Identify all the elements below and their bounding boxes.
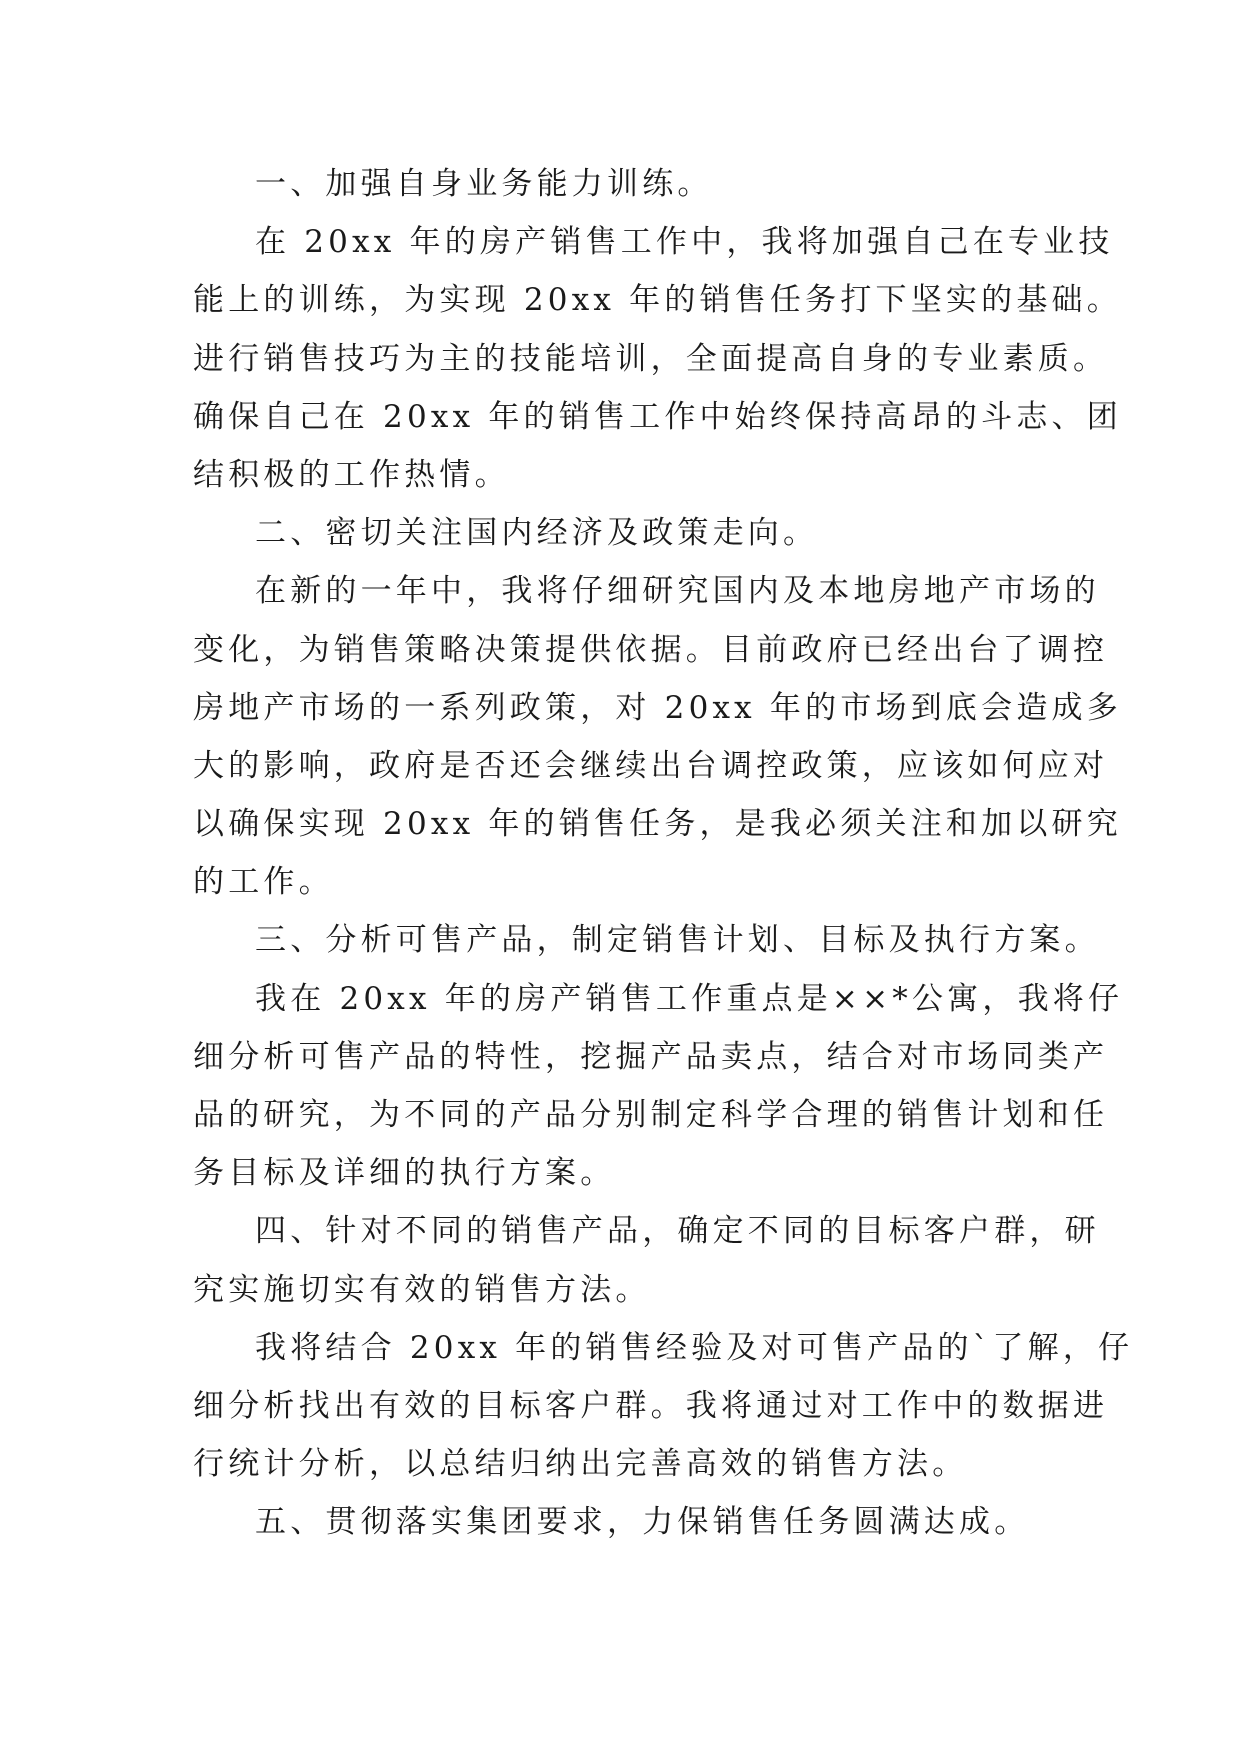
paragraph-line: 在 20xx 年的房产销售工作中，我将加强自己在专业技 bbox=[255, 224, 1114, 261]
paragraph-line: 的工作。 bbox=[193, 864, 334, 901]
paragraph-line: 细分析可售产品的特性，挖掘产品卖点，结合对市场同类产 bbox=[193, 1038, 1109, 1075]
paragraph-line: 确保自己在 20xx 年的销售工作中始终保持高昂的斗志、团 bbox=[193, 398, 1122, 435]
paragraph-line: 细分析找出有效的目标客户群。我将通过对工作中的数据进 bbox=[193, 1387, 1109, 1424]
paragraph-line: 大的影响，政府是否还会继续出台调控政策，应该如何应对 bbox=[193, 747, 1109, 784]
paragraph-line: 以确保实现 20xx 年的销售任务，是我必须关注和加以研究 bbox=[193, 806, 1122, 843]
paragraph-line: 务目标及详细的执行方案。 bbox=[193, 1155, 616, 1192]
paragraph-line: 行统计分析，以总结归纳出完善高效的销售方法。 bbox=[193, 1446, 968, 1483]
section-heading-1: 一、加强自身业务能力训练。 bbox=[255, 166, 713, 202]
section-heading-3: 三、分析可售产品，制定销售计划、目标及执行方案。 bbox=[255, 922, 1100, 959]
document-body bbox=[193, 155, 1134, 1552]
paragraph-line: 我在 20xx 年的房产销售工作重点是××*公寓，我将仔 bbox=[255, 980, 1124, 1017]
paragraph-line: 我将结合 20xx 年的销售经验及对可售产品的`了解，仔 bbox=[255, 1329, 1134, 1366]
paragraph-line: 在新的一年中，我将仔细研究国内及本地房地产市场的 bbox=[255, 573, 1100, 610]
paragraph-line: 进行销售技巧为主的技能培训，全面提高自身的专业素质。 bbox=[193, 340, 1109, 377]
section-heading-4-continued: 究实施切实有效的销售方法。 bbox=[193, 1271, 651, 1308]
paragraph-line: 能上的训练，为实现 20xx 年的销售任务打下坚实的基础。 bbox=[193, 282, 1122, 319]
paragraph-line: 品的研究，为不同的产品分别制定科学合理的销售计划和任 bbox=[193, 1097, 1109, 1133]
paragraph-line: 变化，为销售策略决策提供依据。目前政府已经出台了调控 bbox=[193, 631, 1109, 668]
section-heading-2: 二、密切关注国内经济及政策走向。 bbox=[255, 515, 819, 552]
paragraph-line: 结积极的工作热情。 bbox=[193, 456, 510, 493]
paragraph-line: 房地产市场的一系列政策，对 20xx 年的市场到底会造成多 bbox=[193, 689, 1122, 726]
section-heading-4: 四、针对不同的销售产品，确定不同的目标客户群，研 bbox=[255, 1213, 1100, 1250]
section-heading-5: 五、贯彻落实集团要求，力保销售任务圆满达成。 bbox=[255, 1504, 1030, 1541]
